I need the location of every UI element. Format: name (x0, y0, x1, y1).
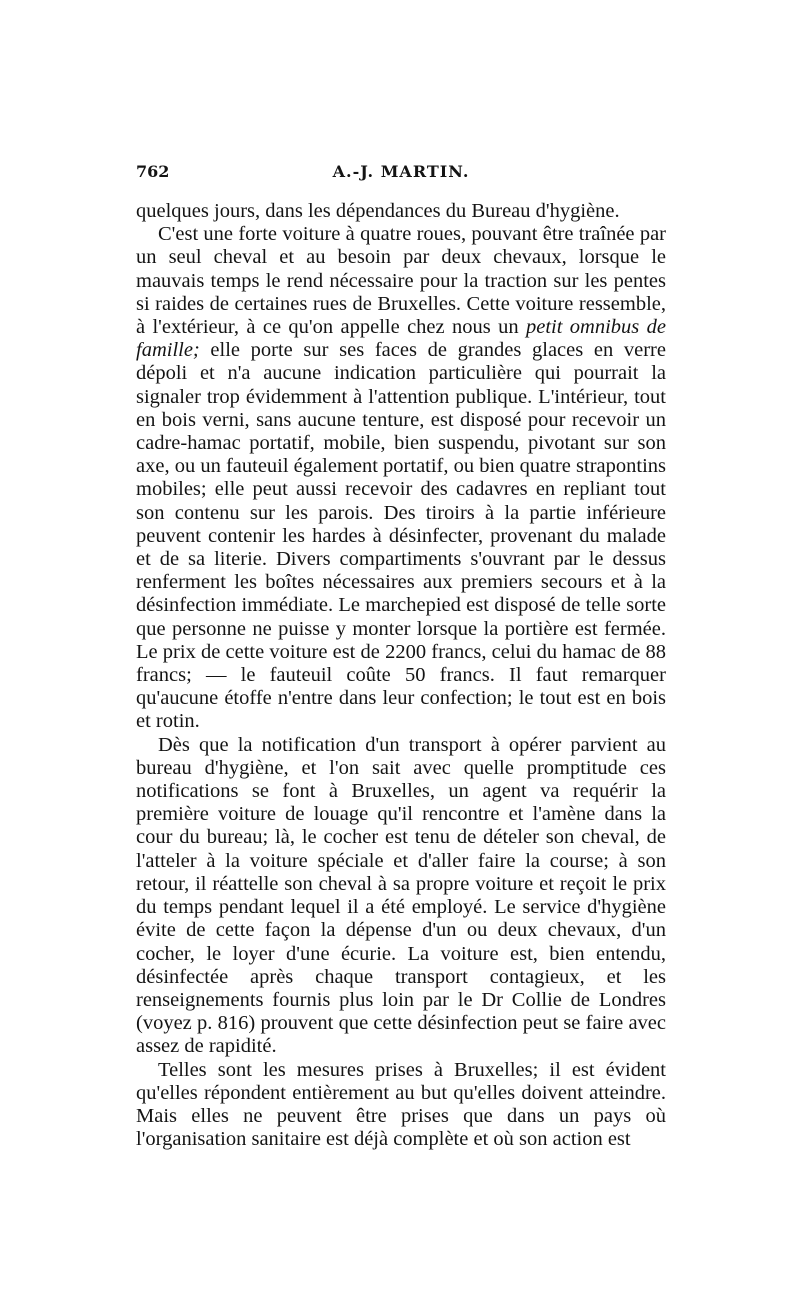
paragraph-voiture-description (136, 223, 666, 733)
page-number: 762 (136, 162, 170, 181)
paragraph-conclusion: Telles sont les mesures prises à Bruxelles; il est évident qu'elles répondent entièrement au but qu'elles doivent atteindre. Mais elles ne peuvent être prises que dans un pays où l'organisation sanitaire est déjà complète et où son action est (136, 1058, 666, 1151)
running-head: A.-J. MARTIN. (332, 162, 470, 181)
paragraph-notification: Dès que la notification d'un transport à opérer parvient au bureau d'hygiène, et l'on sait avec quelle promptitude ces notifications se font à Bruxelles, un agent va requérir la première voiture de louage qu'il rencontre et l'amène dans la cour du bureau; là, le cocher est tenu de dételer son cheval, de l'atteler à la voiture spéciale et d'aller faire la course; à son retour, il réattelle son cheval à sa propre voiture et reçoit le prix du temps pendant lequel il a été employé. Le service d'hygiène évite de cette façon la dépense d'un ou deux chevaux, d'un cocher, le loyer d'une écurie. La voiture est, bien entendu, désinfectée après chaque transport contagieux, et les renseignements fournis plus loin par le Dr Collie de Londres (voyez p. 816) prouvent que cette désinfection peut se faire avec assez de rapidité. (136, 733, 666, 1058)
body-text (136, 200, 666, 1151)
page-header (136, 162, 666, 192)
paragraph-continuation: quelques jours, dans les dépendances du Bureau d'hygiène. (136, 200, 620, 222)
paragraph-text: C'est une forte voiture à quatre roues, pouvant être traînée par un seul cheval et au besoin par deux chevaux, lorsque le mauvais temps le rend nécessaire pour la traction sur les pentes si raides de certaines rues de Bruxelles. Cette voiture ressemble, à l'extérieur, à ce qu'on appelle chez nous un (136, 223, 666, 339)
paragraph-text: elle porte sur ses faces de grandes glaces en verre dépoli et n'a aucune indication particulière qui pourrait la signaler trop évidemment à l'attention publique. L'intérieur, tout en bois verni, sans aucune tenture, est disposé pour recevoir un cadre-hamac portatif, mobile, bien suspendu, pivotant sur son axe, ou un fauteuil également portatif, ou bien quatre strapontins mobiles; elle peut aussi recevoir des cadavres en repliant tout son contenu sur les parois. Des tiroirs à la partie inférieure peuvent contenir les hardes à désinfecter, provenant du malade et de sa literie. Divers compartiments s'ouvrant par le dessus renferment les boîtes nécessaires aux premiers secours et à la désinfection immédiate. Le marchepied est disposé de telle sorte que personne ne puisse y monter lorsque la portière est fermée. Le prix de cette voiture est de 2200 francs, celui du hamac de 88 francs; — le fauteuil coûte 50 francs. Il faut remarquer qu'aucune étoffe n'entre dans leur confection; le tout est en bois et rotin. (136, 339, 666, 733)
italic-term: petit omnibus de famille; (136, 316, 666, 362)
